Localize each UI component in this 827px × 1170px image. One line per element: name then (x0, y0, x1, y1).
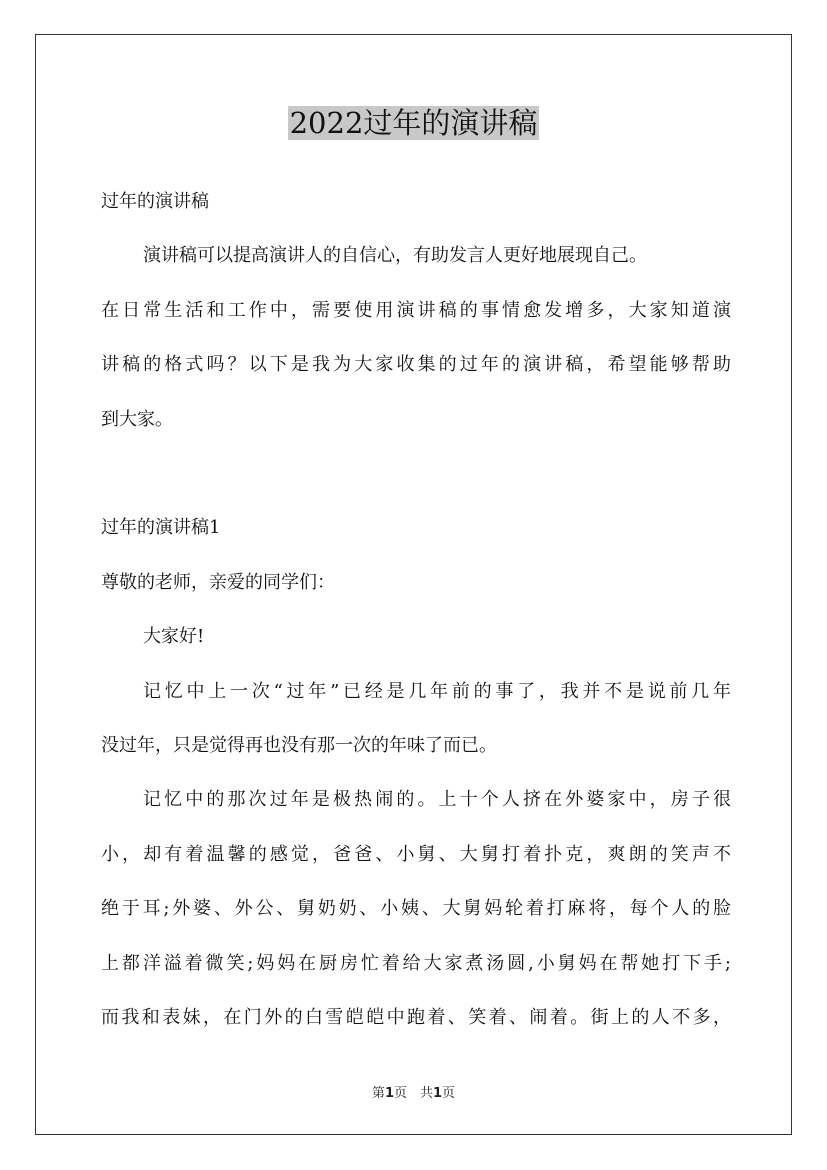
page-label-prefix: 第 (371, 1086, 385, 1101)
section-heading: 过年的演讲稿1 (101, 517, 221, 539)
page-label-suffix: 页 (442, 1086, 456, 1101)
document-body (101, 175, 731, 1045)
document-title-text: 2022过年的演讲稿 (289, 106, 538, 140)
paragraph-line: 而我和表妹，在门外的白雪皑皑中跑着、笑着、闹着。街上的人不多， (101, 1007, 731, 1029)
paragraph-line: 小，却有着温馨的感觉，爸爸、小舅、大舅打着扑克，爽朗的笑声不 (101, 843, 731, 865)
page-current: 1 (384, 1086, 394, 1101)
greeting: 大家好! (143, 626, 205, 648)
paragraph-line: 绝于耳;外婆、外公、舅奶奶、小姨、大舅妈轮着打麻将，每个人的脸 (101, 898, 731, 920)
document-title (0, 103, 827, 143)
paragraph-line: 到大家。 (101, 408, 173, 430)
page-total: 1 (433, 1086, 443, 1101)
page-label-mid: 页 共 (393, 1086, 433, 1101)
paragraph-line: 上都洋溢着微笑;妈妈在厨房忙着给大家煮汤圆,小舅妈在帮她打下手; (101, 952, 731, 974)
paragraph-line: 没过年，只是觉得再也没有那一次的年味了而已。 (101, 735, 497, 757)
blank-line (101, 447, 731, 501)
paragraph-line: 讲稿的格式吗？以下是我为大家收集的过年的演讲稿，希望能够帮助 (101, 354, 731, 376)
paragraph-line: 演讲稿可以提高演讲人的自信心，有助发言人更好地展现自己。 (143, 245, 647, 267)
paragraph-line: 记忆中的那次过年是极热闹的。上十个人挤在外婆家中，房子很 (143, 789, 731, 811)
paragraph-line: 在日常生活和工作中，需要使用演讲稿的事情愈发增多，大家知道演 (101, 299, 731, 321)
page-footer (0, 1082, 827, 1101)
salutation: 尊敬的老师，亲爱的同学们： (101, 571, 335, 593)
paragraph-line: 记忆中上一次“过年”已经是几年前的事了，我并不是说前几年 (143, 680, 731, 702)
section-heading: 过年的演讲稿 (101, 191, 209, 212)
